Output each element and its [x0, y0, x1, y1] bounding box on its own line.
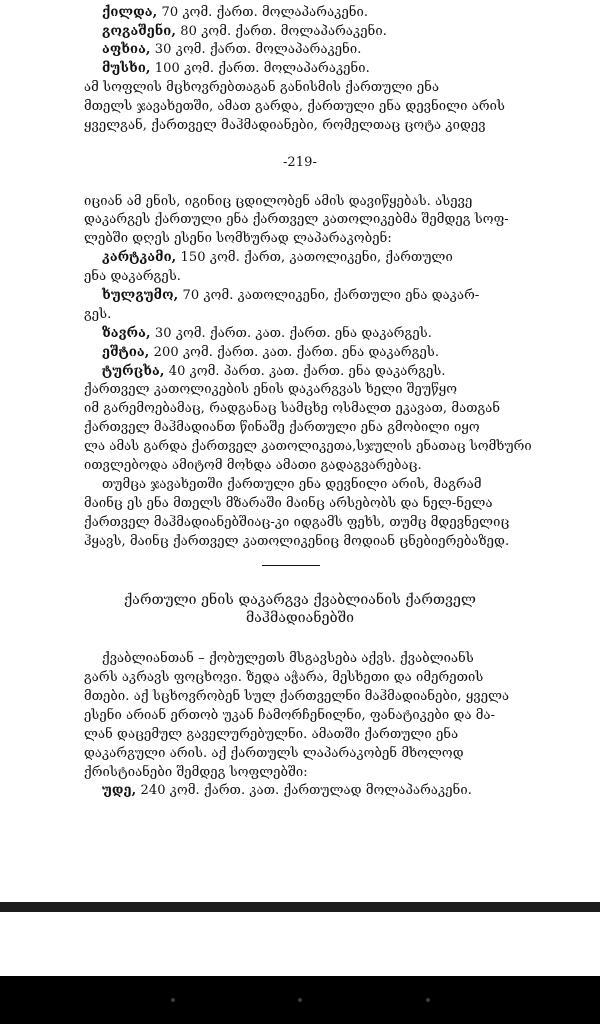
text-line: დაკარგული არის. აქ ქართულს ლაპარაკობენ მხოლოდ — [84, 746, 464, 761]
text-line: ქვაბლიანთან – ქობულეთს მსგავსება აქვს. ქვაბლიანს — [102, 651, 474, 666]
text-line: ქართველ მაჰმადიანთ წინაშე ქართული ენა გმობილი იყო — [84, 420, 480, 435]
text-line: ქართველ მაჰმადიანებშიაც-კი იდგამს ფეხს, თუმც მდევნელიც — [84, 515, 510, 530]
village-entry: ეშტია, 200 კომ. ქართ. კათ. ქართ. ენა დაკარგეს. — [102, 345, 440, 360]
page-number: -219- — [282, 155, 318, 170]
text-line: ქრისტიანები შემდეგ სოფლებში: — [84, 765, 308, 780]
blank-area — [0, 912, 600, 976]
section-heading: ქართული ენის დაკარგვა ქვაბლიანის ქართველ — [123, 592, 476, 608]
village-entry: ტურცხა, 40 კომ. პართ. კათ. ქართ. ენა დაკარგეს. — [102, 364, 446, 379]
text-line: თუმცა ჯავახეთში ქართული ენა დევნილი არის, მაგრამ — [102, 477, 482, 492]
village-entry: მუსხი, 100 კომ. ქართ. მოლაპარაკენი. — [102, 61, 370, 76]
text-line: გეს. — [84, 307, 112, 322]
text-line: ყველგან, ქართველ მაჰმადიანები, რომელთაც ცოტა კიდევ — [84, 118, 486, 133]
text-line: იმ გარემოებამაც, რადგანაც სამცხე ოსმალთ ეკავათ, მათგან — [84, 401, 501, 416]
village-entry: გოგაშენი, 80 კომ. ქართ. მოლაპარაკენი. — [102, 24, 387, 39]
village-entry: კარტკამი, 150 კომ. ქართ, კათოლიკენი, ქართული — [102, 250, 453, 265]
village-entry: ზავრა, 30 კომ. ქართ. კათ. ქართ. ენა დაკარგეს. — [102, 326, 432, 341]
text-line: ლებში დღეს ესენი სომხურად ლაპარაკობენ: — [84, 231, 392, 246]
nav-home-dot-icon[interactable] — [298, 998, 302, 1002]
text-line: მთები. აქ სცხოვრობენ სულ ქართველნი მაჰმადიანები, ყველა — [84, 689, 510, 704]
text-line: ენა დაკარგეს. — [84, 269, 182, 284]
text-line: მთელს ჯავახეთში, ამათ გარდა, ქართული ენა დევნილი არის — [84, 99, 506, 114]
village-entry: ქილდა, 70 კომ. ქართ. მოლაპარაკენი. — [102, 5, 369, 20]
text-line: ესენი არიან ერთობ უკან ჩამორჩენილნი, ფანატიკები და მა- — [84, 708, 496, 723]
text-line: ლა ამას გარდა ქართველ კათოლიკეთა,სჯულის ენათაც სომხური — [84, 439, 532, 454]
text-line: დაკარგეს ქართული ენა ქართველ კათოლიკებმა შემდეგ სოფ- — [84, 212, 509, 227]
nav-recents-dot-icon[interactable] — [426, 998, 430, 1002]
text-line: ამ სოფლის მცხოვრებთაგან განისმის ქართული ენა — [84, 80, 440, 95]
text-line: ითვლებოდა ამიტომ მოხდა ამათი გადაგვარებაც. — [84, 458, 422, 473]
text-line: ქართველ კათოლიკების ენის დაკარგვას ხელი შეუწყო — [84, 382, 458, 397]
village-entry: ხულგუმო, 70 კომ. კათოლიკენი, ქართული ენა დაკარ- — [102, 288, 480, 303]
section-heading: მაჰმადიანებში — [245, 610, 355, 626]
text-line: გარს აკრავს ფოცხოვი. ზედა აჭარა, მესხეთი და იმერეთის — [84, 670, 484, 685]
village-entry: უდე, 240 კომ. ქართ. კათ. ქართულად მოლაპარაკენი. — [102, 783, 472, 798]
section-divider — [262, 565, 320, 566]
text-line: ჰყავს, მაინც ქართველ კათოლიკენიც მოდიან ცნებიერებაზედ. — [84, 534, 510, 549]
text-line: მაინც ეს ენა მთელს მზარაში მაინც არსებობს და ნელ-ნელა — [84, 496, 493, 511]
text-line: იციან ამ ენის, იგინიც ცდილობენ ამის დავიწყებას. ასევე — [84, 194, 473, 209]
nav-back-dot-icon[interactable] — [171, 998, 175, 1002]
village-entry: აფხია, 30 კომ. ქართ. მოლაპარაკენი. — [102, 42, 362, 57]
page-separator-bar — [0, 902, 600, 912]
text-line: ლან დაცემულ გაველურებულნი. ამათში ქართული ენა — [84, 727, 459, 742]
